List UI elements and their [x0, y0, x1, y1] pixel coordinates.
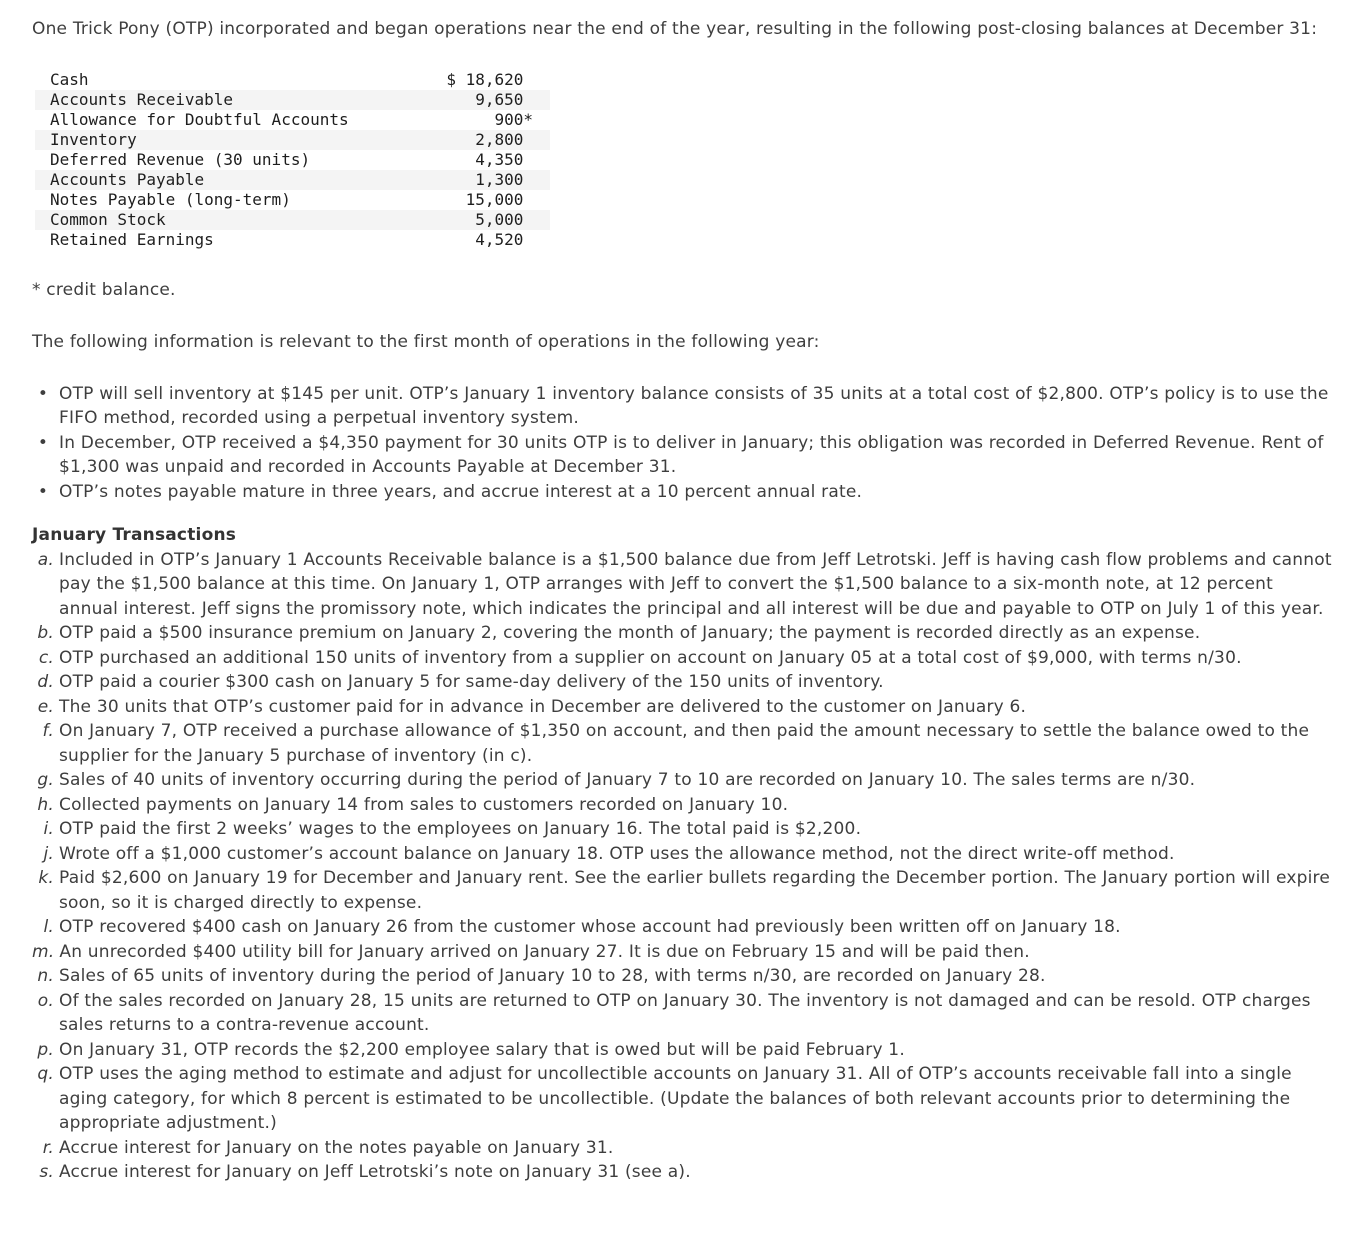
credit-balance-footnote: * credit balance.	[32, 279, 176, 300]
transaction-letter: l.	[43, 917, 54, 937]
credit-mark	[523, 230, 533, 250]
account-value: 15,000	[465, 189, 524, 209]
info-bullet	[32, 431, 1336, 480]
credit-mark	[523, 190, 533, 210]
transaction-item	[32, 842, 1336, 867]
balance-row	[35, 90, 550, 110]
account-value: 4,520	[475, 229, 524, 249]
transaction-text: Sales of 65 units of inventory during the period of January 10 to 28, with terms n/30, are recorded on January 28.	[59, 966, 1046, 986]
transaction-letter: s.	[39, 1162, 54, 1182]
transaction-item	[32, 866, 1336, 915]
account-value: 9,650	[475, 89, 524, 109]
credit-mark	[523, 170, 533, 190]
transaction-text: The 30 units that OTP’s customer paid for in advance in December are delivered to the customer on January 6.	[59, 696, 1027, 717]
transaction-text: Sales of 40 units of inventory occurring during the period of January 7 to 10 are recorded on January 10. The sales terms are n/30.	[59, 770, 1196, 790]
bullet-icon: •	[37, 432, 49, 453]
transaction-item	[32, 670, 1336, 695]
transaction-item	[32, 915, 1336, 940]
transaction-text: OTP uses the aging method to estimate and adjust for uncollectible accounts on January 31. All of OTP’s accounts receivable fall into a single aging category, for which 8 percent is estimated to be uncollectible. (Update the balances of both relevant accounts prior to determining the appropriate adjustment.)	[59, 1064, 1292, 1133]
account-value: 5,000	[475, 209, 524, 229]
account-name: Allowance for Doubtful Accounts	[50, 109, 349, 129]
account-value: 2,800	[475, 129, 524, 149]
info-bullet	[32, 480, 1336, 505]
account-name: Retained Earnings	[50, 229, 214, 249]
account-name: Notes Payable (long-term)	[50, 189, 291, 209]
info-bullet-list	[32, 382, 1336, 505]
info-bullet	[32, 382, 1336, 431]
transaction-text: Accrue interest for January on Jeff Letrotski’s note on January 31 (see a).	[59, 1162, 691, 1182]
transaction-text: Included in OTP’s January 1 Accounts Receivable balance is a $1,500 balance due from Jeff Letrotski. Jeff is having cash flow problems and cannot pay the $1,500 balance at this time. On January 1, OTP arranges with Jeff to convert the $1,500 balance to a six-month note, at 12 percent annual interest. Jeff signs the promissory note, which indicates the principal and all interest will be due and payable to OTP on July 1 of this year.	[59, 549, 1332, 619]
transaction-item	[32, 695, 1336, 720]
account-value: $ 18,620	[446, 69, 524, 89]
balance-row	[35, 150, 550, 170]
transaction-letter: d.	[37, 672, 54, 692]
transaction-letter: i.	[43, 819, 54, 839]
credit-mark	[523, 130, 533, 150]
transaction-letter: b.	[37, 623, 54, 643]
transaction-letter: k.	[38, 868, 54, 888]
transaction-text: OTP paid a courier $300 cash on January 5 for same-day delivery of the 150 units of inventory.	[59, 672, 884, 692]
balance-row	[35, 170, 550, 190]
transaction-text: Collected payments on January 14 from sales to customers recorded on January 10.	[59, 794, 789, 815]
bullet-text: OTP’s notes payable mature in three years, and accrue interest at a 10 percent annual rate.	[59, 481, 863, 502]
transaction-text: On January 31, OTP records the $2,200 employee salary that is owed but will be paid February 1.	[59, 1039, 905, 1060]
transaction-item	[32, 1038, 1336, 1063]
transaction-item	[32, 1136, 1336, 1161]
credit-mark	[523, 90, 533, 110]
transaction-text: Of the sales recorded on January 28, 15 units are returned to OTP on January 30. The inventory is not damaged and can be resold. OTP charges sales returns to a contra-revenue account.	[59, 990, 1311, 1035]
transaction-text: On January 7, OTP received a purchase allowance of $1,350 on account, and then paid the amount necessary to settle the balance owed to the supplier for the January 5 purchase of inventory (in c).	[59, 721, 1310, 766]
transaction-text: OTP recovered $400 cash on January 26 from the customer whose account had previously been written off on January 18.	[59, 917, 1121, 937]
transaction-item	[32, 646, 1336, 671]
transaction-letter: j.	[43, 843, 54, 864]
transaction-item	[32, 548, 1336, 622]
transaction-item	[32, 719, 1336, 768]
transaction-text: Wrote off a $1,000 customer’s account balance on January 18. OTP uses the allowance method, not the direct write-off method.	[59, 843, 1175, 864]
transaction-item	[32, 1160, 1336, 1185]
transaction-letter: a.	[37, 549, 54, 570]
transaction-text: An unrecorded $400 utility bill for January arrived on January 27. It is due on February 15 and will be paid then.	[59, 941, 1030, 962]
account-name: Common Stock	[50, 209, 166, 229]
balance-row	[35, 130, 550, 150]
transaction-item	[32, 621, 1336, 646]
transaction-letter: p.	[37, 1039, 54, 1060]
balance-row	[35, 110, 550, 130]
bullet-icon: •	[37, 481, 49, 502]
transaction-text: OTP purchased an additional 150 units of inventory from a supplier on account on January 05 at a total cost of $9,000, with terms n/30.	[59, 647, 1242, 668]
transaction-letter: g.	[37, 770, 54, 790]
transaction-letter: c.	[38, 647, 54, 668]
account-value: 4,350	[475, 149, 524, 169]
transaction-item	[32, 940, 1336, 965]
account-name: Deferred Revenue (30 units)	[50, 149, 311, 169]
transaction-text: Paid $2,600 on January 19 for December and January rent. See the earlier bullets regarding the December portion. The January portion will expire soon, so it is charged directly to expense.	[59, 868, 1331, 913]
account-value: 900	[494, 109, 524, 129]
bullet-text: OTP will sell inventory at $145 per unit. OTP’s January 1 inventory balance consists of 35 units at a total cost of $2,800. OTP’s policy is to use the FIFO method, recorded using a perpetual inventory system.	[59, 383, 1329, 428]
transaction-text: OTP paid the first 2 weeks’ wages to the employees on January 16. The total paid is $2,200.	[59, 819, 862, 839]
intro-paragraph: One Trick Pony (OTP) incorporated and began operations near the end of the year, resulting in the following post-closing balances at December 31:	[32, 19, 1318, 39]
account-name: Inventory	[50, 129, 137, 149]
relevant-info-paragraph: The following information is relevant to the first month of operations in the following year:	[32, 332, 820, 352]
transaction-item	[32, 1062, 1336, 1136]
transaction-letter: e.	[37, 696, 54, 717]
transaction-item	[32, 817, 1336, 842]
transaction-letter: h.	[37, 794, 54, 815]
transactions-list	[32, 548, 1336, 1185]
account-name: Accounts Payable	[50, 169, 205, 189]
transaction-letter: q.	[37, 1064, 54, 1084]
balance-row	[35, 210, 550, 230]
transaction-text: Accrue interest for January on the notes payable on January 31.	[59, 1137, 614, 1158]
credit-mark	[523, 70, 533, 90]
balance-row	[35, 230, 550, 250]
transaction-letter: o.	[37, 990, 54, 1011]
transaction-text: OTP paid a $500 insurance premium on January 2, covering the month of January; the payment is recorded directly as an expense.	[59, 623, 1201, 643]
account-name: Cash	[50, 69, 89, 89]
transaction-item	[32, 793, 1336, 818]
balance-row	[35, 190, 550, 210]
transaction-item	[32, 989, 1336, 1038]
transaction-letter: f.	[42, 721, 54, 741]
credit-mark	[523, 210, 533, 230]
bullet-icon: •	[37, 383, 49, 404]
january-transactions-heading: January Transactions	[32, 525, 237, 545]
credit-mark: *	[523, 109, 534, 129]
transaction-letter: n.	[37, 966, 54, 986]
transaction-item	[32, 768, 1336, 793]
credit-mark	[523, 150, 533, 170]
transaction-letter: r.	[42, 1137, 54, 1158]
transaction-item	[32, 964, 1336, 989]
account-name: Accounts Receivable	[50, 89, 234, 109]
bullet-text: In December, OTP received a $4,350 payment for 30 units OTP is to deliver in January; this obligation was recorded in Deferred Revenue. Rent of $1,300 was unpaid and recorded in Accounts Payable at December 31.	[59, 432, 1324, 477]
transaction-letter: m.	[32, 941, 55, 962]
post-closing-balances-table	[35, 70, 550, 250]
balance-row	[35, 70, 550, 90]
account-value: 1,300	[475, 169, 524, 189]
